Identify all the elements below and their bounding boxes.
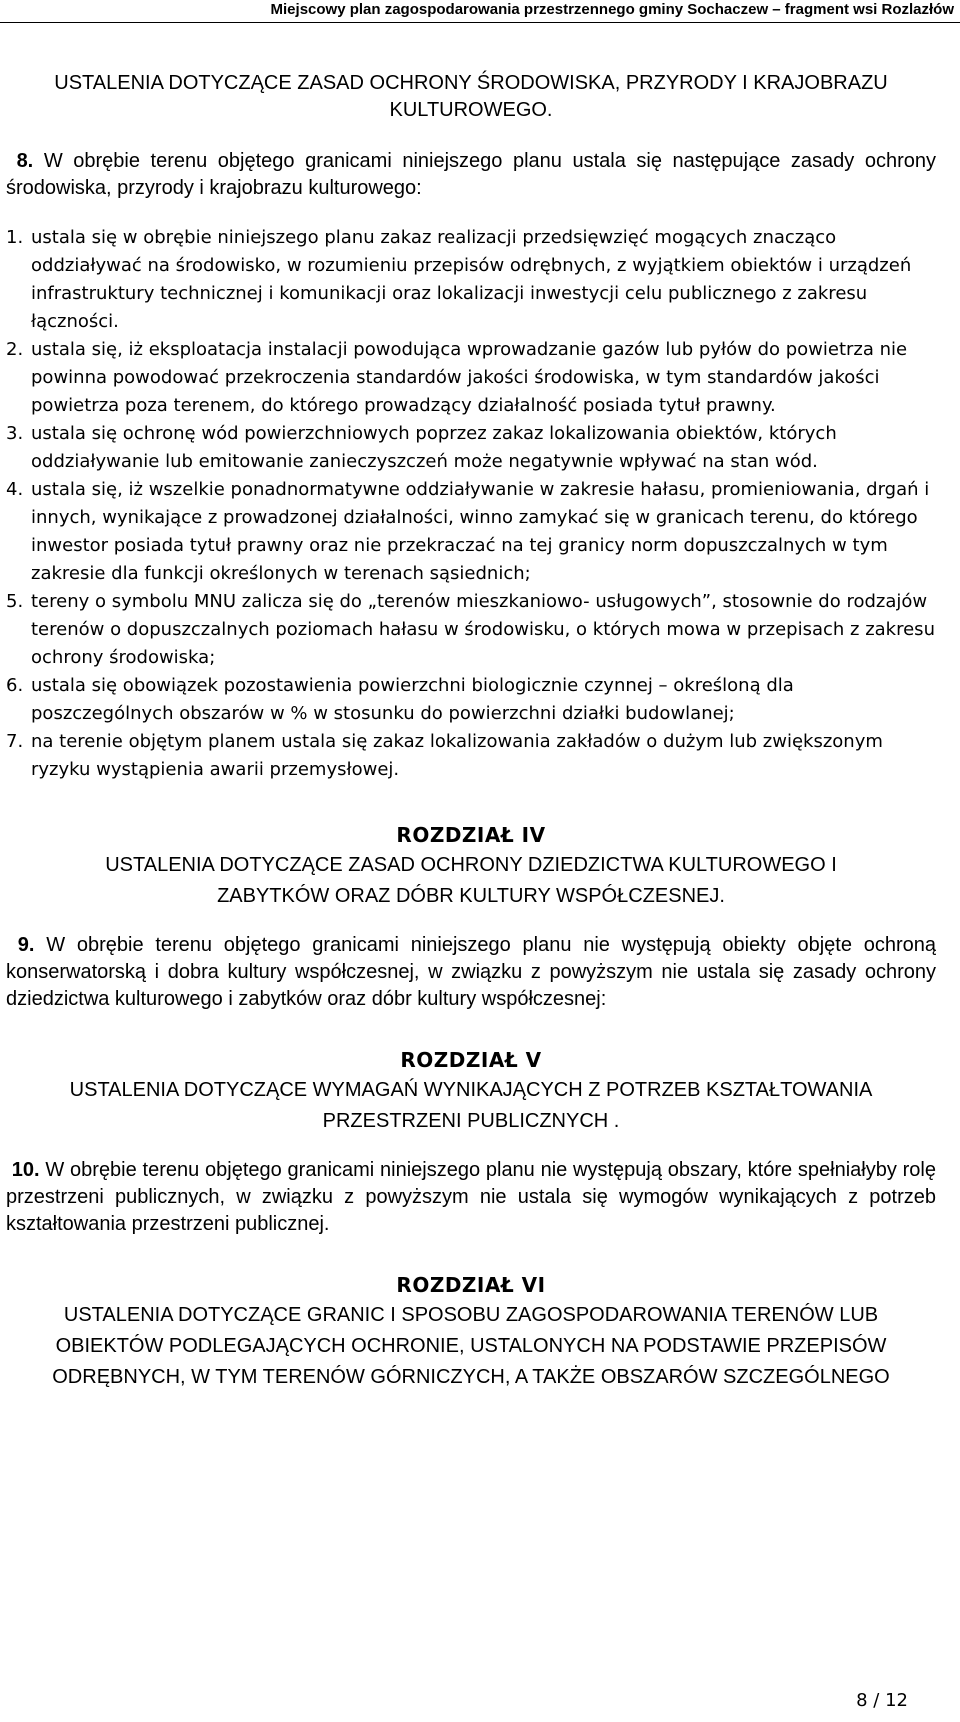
paragraph-8-number: 8. (16, 150, 34, 172)
list-item (6, 672, 936, 728)
running-header (0, 0, 960, 28)
chapter-6-title: ROZDZIAŁ VI (396, 1273, 546, 1297)
list-item-number: 6. (6, 675, 24, 696)
list-item-text: tereny o symbolu MNU zalicza się do „terenów mieszkaniowo- usługowych”, stosownie do rodzajów terenów o dopuszczalnych poziomach hałasu w środowisku, o których mowa w przepisach z zakresu ochrony środowiska; (31, 591, 935, 668)
list-item-text: ustala się w obrębie niniejszego planu zakaz realizacji przedsięwzięć mogących znacząco oddziaływać na środowisko, w rozumieniu przepisów odrębnych, z wyjątkiem obiektów i urządzeń infrastruktury technicznej i komunikacji oraz lokalizacji inwestycji celu publicznego z zakresu łączności. (31, 227, 912, 332)
list-item-text: ustala się ochronę wód powierzchniowych poprzez zakaz lokalizowania obiektów, których oddziaływanie lub emitowanie zanieczyszczeń może negatywnie wpływać na stan wód. (31, 423, 837, 472)
list-item-number: 4. (6, 479, 24, 500)
list-item-number: 5. (6, 591, 24, 612)
chapter-6-heading-line3: ODRĘBNYCH, W TYM TERENÓW GÓRNICZYCH, A TAKŻE OBSZARÓW SZCZEGÓLNEGO (52, 1366, 890, 1388)
chapter-5-title: ROZDZIAŁ V (400, 1048, 542, 1072)
header-rule (0, 22, 960, 23)
list-item (6, 728, 936, 784)
chapter-6-heading-line2: OBIEKTÓW PODLEGAJĄCYCH OCHRONIE, USTALONYCH NA PODSTAWIE PRZEPISÓW (55, 1335, 887, 1357)
paragraph-10-number: 10. (11, 1159, 40, 1181)
paragraph-9-number: 9. (17, 934, 35, 956)
list-item-text: na terenie objętym planem ustala się zakaz lokalizowania zakładów o dużym lub zwiększonym ryzyku wystąpienia awarii przemysłowej. (31, 731, 883, 780)
chapter-6 (6, 1270, 936, 1393)
chapter-4 (6, 820, 936, 912)
paragraph-9-text: W obrębie terenu objętego granicami niniejszego planu nie występują obiekty objęte ochroną konserwatorską i dobra kultury współczesnej, w związku z powyższym nie ustala się zasady ochrony dziedzictwa kulturowego i zabytków oraz dóbr kultury współczesnej: (6, 934, 937, 1010)
section-env-heading-line1: USTALENIA DOTYCZĄCE ZASAD OCHRONY ŚRODOWISKA, PRZYRODY I KRAJOBRAZU (54, 72, 888, 94)
list-item-text: ustala się, iż eksploatacja instalacji powodująca wprowadzanie gazów lub pyłów do powietrza nie powinna powodować przekroczenia standardów jakości środowiska, w tym standardów jakości powietrza poza terenem, do którego prowadzący działalność posiada tytuł prawny. (31, 339, 908, 416)
paragraph-8 (6, 148, 936, 202)
chapter-4-heading-line1: USTALENIA DOTYCZĄCE ZASAD OCHRONY DZIEDZICTWA KULTUROWEGO I (105, 854, 837, 876)
document-body (6, 70, 936, 1393)
list-item-number: 7. (6, 731, 24, 752)
paragraph-8-text: W obrębie terenu objętego granicami niniejszego planu ustala się następujące zasady ochrony środowiska, przyrody i krajobrazu kulturowego: (6, 150, 936, 199)
page-number: 8 / 12 (856, 1690, 908, 1711)
paragraph-10-text: W obrębie terenu objętego granicami niniejszego planu nie występują obszary, które spełniałyby rolę przestrzeni publicznych, w związku z powyższym nie ustala się wymogów wynikających z potrzeb kształtowania przestrzeni publicznej. (6, 1159, 936, 1235)
chapter-5-heading-line2: PRZESTRZENI PUBLICZNYCH . (322, 1110, 620, 1132)
list-item-number: 3. (6, 423, 24, 444)
list-item (6, 420, 936, 476)
list-item-text: ustala się obowiązek pozostawienia powierzchni biologicznie czynnej – określoną dla poszczególnych obszarów w % w stosunku do powierzchni działki budowlanej; (31, 675, 794, 724)
list-item (6, 224, 936, 336)
section-env-heading-line2: KULTUROWEGO. (389, 99, 553, 121)
chapter-5-heading-line1: USTALENIA DOTYCZĄCE WYMAGAŃ WYNIKAJĄCYCH Z POTRZEB KSZTAŁTOWANIA (69, 1079, 873, 1101)
paragraph-9 (6, 932, 936, 1013)
section-env-heading (6, 70, 936, 124)
chapter-5 (6, 1045, 936, 1137)
chapter-4-title: ROZDZIAŁ IV (396, 823, 546, 847)
list-item (6, 588, 936, 672)
list-item-number: 2. (6, 339, 24, 360)
paragraph-10 (6, 1157, 936, 1238)
chapter-6-heading-line1: USTALENIA DOTYCZĄCE GRANIC I SPOSOBU ZAGOSPODAROWANIA TERENÓW LUB (63, 1304, 879, 1326)
header-title: Miejscowy plan zagospodarowania przestrzennego gminy Sochaczew – fragment wsi Rozlazłów (270, 1, 954, 18)
list-item (6, 476, 936, 588)
list-item-number: 1. (6, 227, 24, 248)
env-items-list (6, 224, 936, 784)
list-item (6, 336, 936, 420)
list-item-text: ustala się, iż wszelkie ponadnormatywne oddziaływanie w zakresie hałasu, promieniowania, drgań i innych, wynikające z prowadzonej działalności, winno zamykać się w granicach terenu, do którego inwestor posiada tytuł prawny oraz nie przekraczać na tej granicy norm dopuszczalnych w tym zakresie dla funkcji określonych w terenach sąsiednich; (31, 479, 930, 584)
chapter-4-heading-line2: ZABYTKÓW ORAZ DÓBR KULTURY WSPÓŁCZESNEJ. (217, 885, 725, 907)
